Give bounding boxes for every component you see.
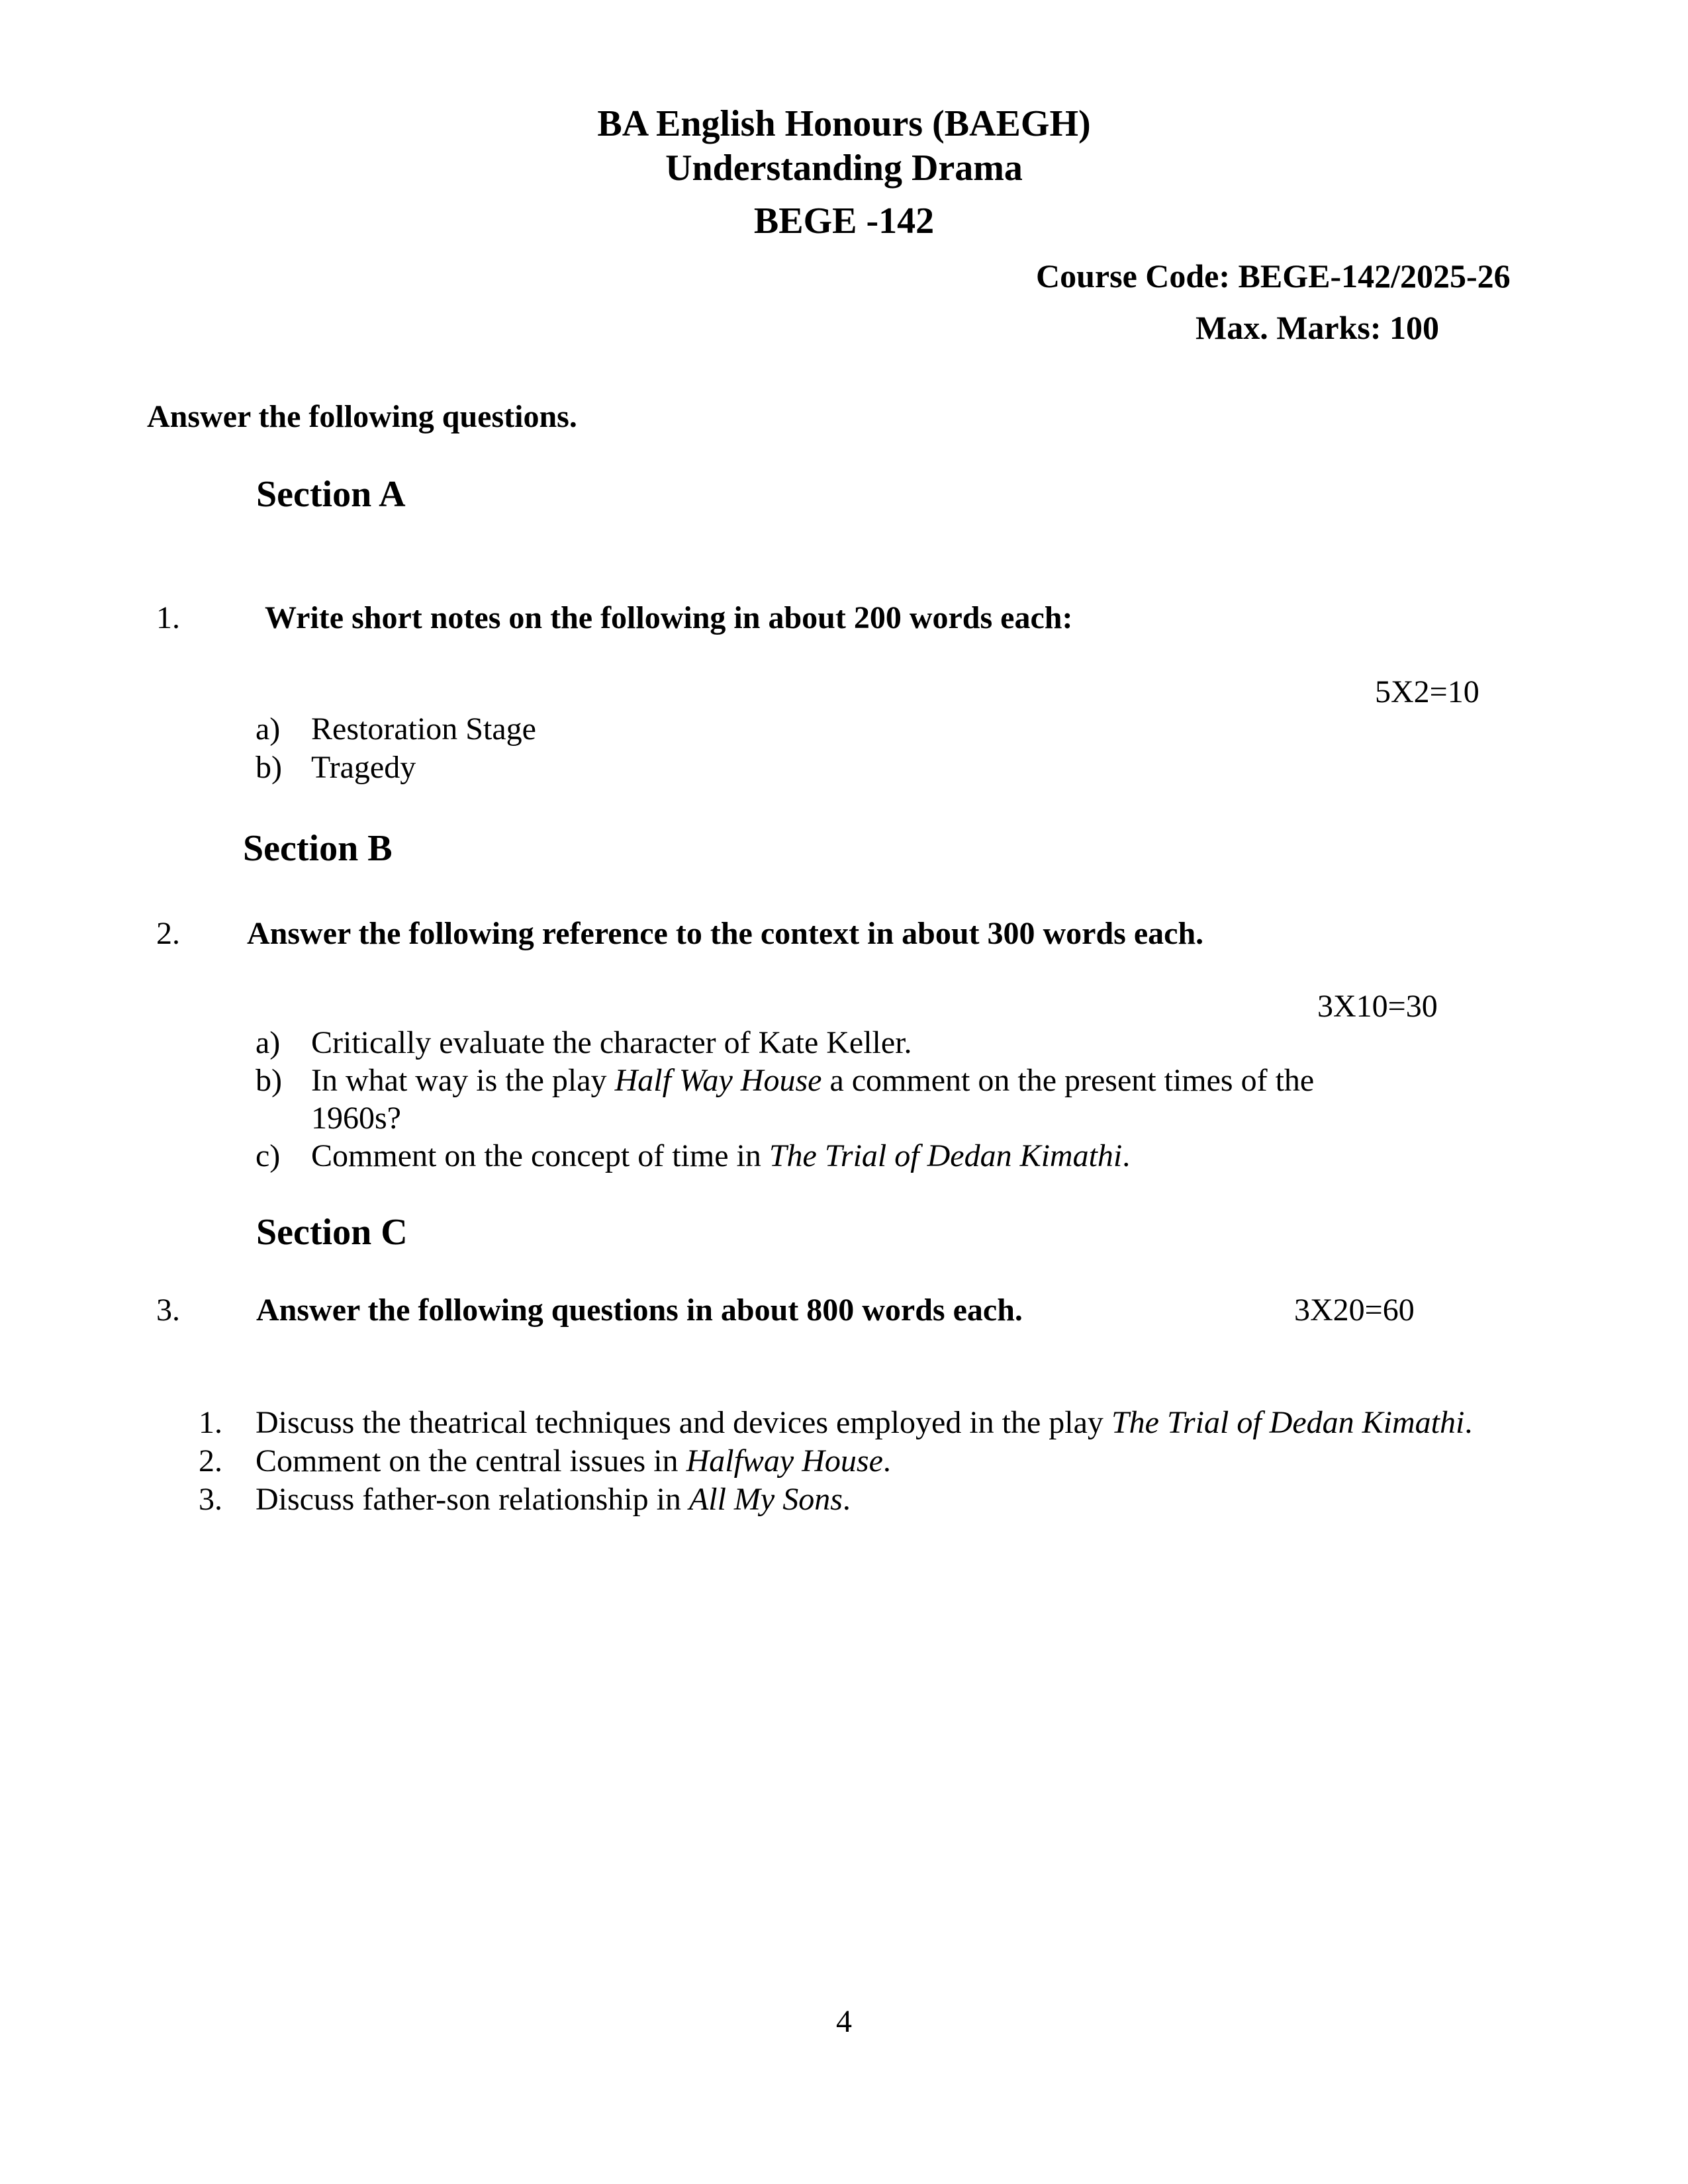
question-2-text: Answer the following reference to the context in about 300 words each. (247, 916, 1204, 951)
list-item: 2. Comment on the central issues in Halfway House. (199, 1443, 891, 1479)
max-marks: Max. Marks: 100 (1196, 309, 1439, 346)
question-2-number: 2. (156, 916, 180, 951)
instruction: Answer the following questions. (147, 399, 577, 434)
question-3-number: 3. (156, 1293, 180, 1328)
list-item: 3. Discuss father-son relationship in All My Sons. (199, 1482, 851, 1517)
question-1-text: Write short notes on the following in about 200 words each: (265, 600, 1073, 635)
list-item-continuation: 1960s? (311, 1101, 401, 1136)
list-item: a) Restoration Stage (256, 711, 536, 747)
list-item: b) Tragedy (256, 750, 416, 785)
course-short-code: BEGE -142 (753, 201, 935, 242)
section-a-marks: 5X2=10 (1375, 674, 1479, 709)
question-1-number: 1. (156, 600, 180, 635)
section-b-title: Section B (243, 828, 393, 869)
section-c-marks: 3X20=60 (1294, 1293, 1415, 1328)
course-title: Understanding Drama (665, 148, 1023, 189)
list-item: a) Critically evaluate the character of Kate Keller. (256, 1025, 912, 1060)
list-item: c) Comment on the concept of time in The Trial of Dedan Kimathi. (256, 1138, 1131, 1173)
section-a-title: Section A (256, 474, 406, 515)
list-item: b) In what way is the play Half Way House a comment on the present times of the (256, 1063, 1315, 1098)
course-code: Course Code: BEGE-142/2025-26 (1036, 257, 1511, 295)
section-b-marks: 3X10=30 (1317, 989, 1438, 1024)
question-3-text: Answer the following questions in about 800 words each. (256, 1293, 1023, 1328)
list-item: 1. Discuss the theatrical techniques and devices employed in the play The Trial of Dedan Kimathi. (199, 1405, 1473, 1440)
programme-title: BA English Honours (BAEGH) (597, 103, 1091, 144)
section-c-title: Section C (256, 1212, 408, 1253)
page-number: 4 (836, 2004, 852, 2039)
